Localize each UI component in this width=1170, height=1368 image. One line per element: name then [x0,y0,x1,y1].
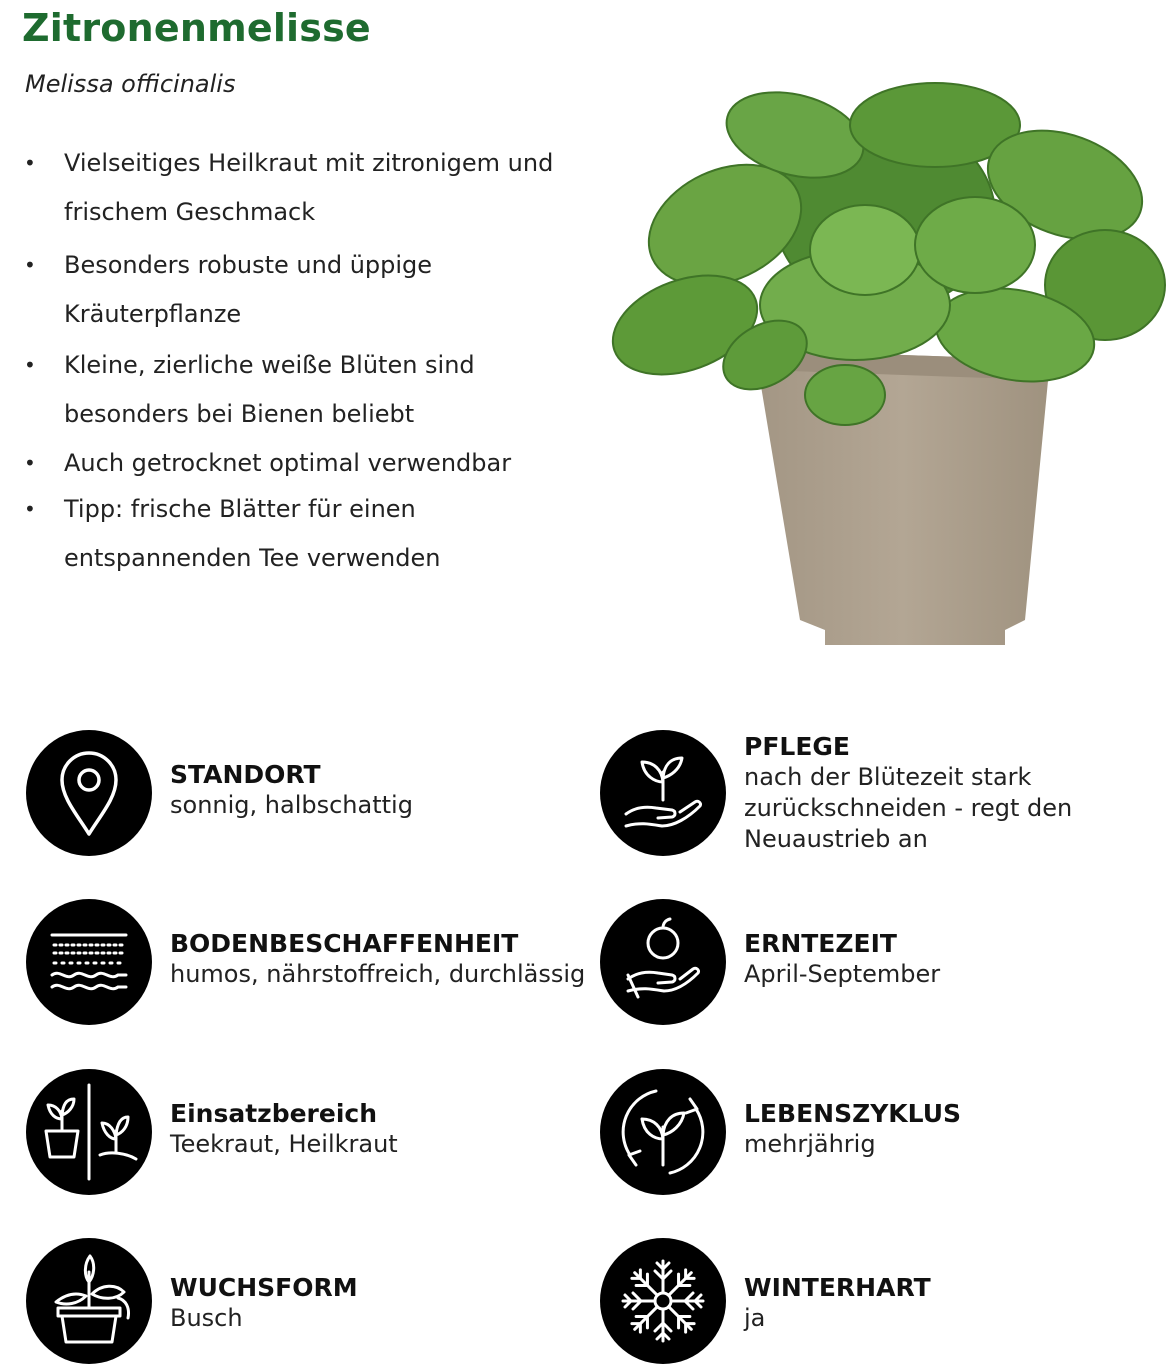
feature-wuchsform [26,1238,586,1368]
feature-label: WINTERHART [744,1273,931,1302]
feature-value: mehrjährig [744,1130,876,1158]
harvest-hand-icon [600,899,726,1025]
plant-cycle-icon [600,1069,726,1195]
bullet-item: • Kleine, zierliche weiße Blüten sind besonders bei Bienen beliebt [64,341,584,439]
bullet-item: • Auch getrocknet optimal verwendbar [64,439,584,488]
feature-erntezeit [600,899,1160,1029]
pot-and-ground-plant-icon [26,1069,152,1195]
potted-bush-icon [26,1238,152,1364]
feature-label: Einsatzbereich [170,1099,378,1128]
bullet-dot: • [24,151,36,175]
bullet-item: • Tipp: frische Blätter für einen entspannenden Tee verwenden [64,485,584,583]
lemon-balm-plant-image [605,75,1170,650]
bullet-item: • Besonders robuste und üppige Kräuterpflanze [64,241,584,339]
feature-label: PFLEGE [744,732,851,761]
feature-value: zurückschneiden - regt den [744,794,1073,822]
product-title: Zitronenmelisse [22,6,371,50]
feature-value: humos, nährstoffreich, durchlässig [170,960,586,988]
bullet-item: • Vielseitiges Heilkraut mit zitronigem und frischem Geschmack [64,139,584,237]
feature-winterhart [600,1238,1160,1368]
feature-value: Neuaustrieb an [744,825,928,853]
feature-value: April-September [744,960,941,988]
feature-bullet-list [0,0,600,600]
bullet-dot: • [24,451,36,475]
feature-label: BODENBESCHAFFENHEIT [170,929,519,958]
feature-value: Busch [170,1304,243,1332]
feature-label: WUCHSFORM [170,1273,358,1302]
bullet-dot: • [24,497,36,521]
feature-bodenbeschaffenheit [26,899,586,1029]
feature-label: ERNTEZEIT [744,929,897,958]
feature-value: nach der Blütezeit stark [744,763,1032,791]
seedling-hand-icon [600,730,726,856]
feature-value: Teekraut, Heilkraut [170,1130,398,1158]
feature-pflege [600,730,1160,860]
snowflake-icon [600,1238,726,1364]
soil-layers-icon [26,899,152,1025]
location-pin-icon [26,730,152,856]
feature-einsatzbereich [26,1069,586,1199]
feature-lebenszyklus [600,1069,1160,1199]
feature-standort [26,730,586,860]
feature-value: ja [744,1304,766,1332]
bullet-dot: • [24,353,36,377]
feature-label: STANDORT [170,760,321,789]
botanical-name: Melissa officinalis [25,70,236,98]
feature-value: sonnig, halbschattig [170,791,413,819]
feature-label: LEBENSZYKLUS [744,1099,962,1128]
bullet-dot: • [24,253,36,277]
